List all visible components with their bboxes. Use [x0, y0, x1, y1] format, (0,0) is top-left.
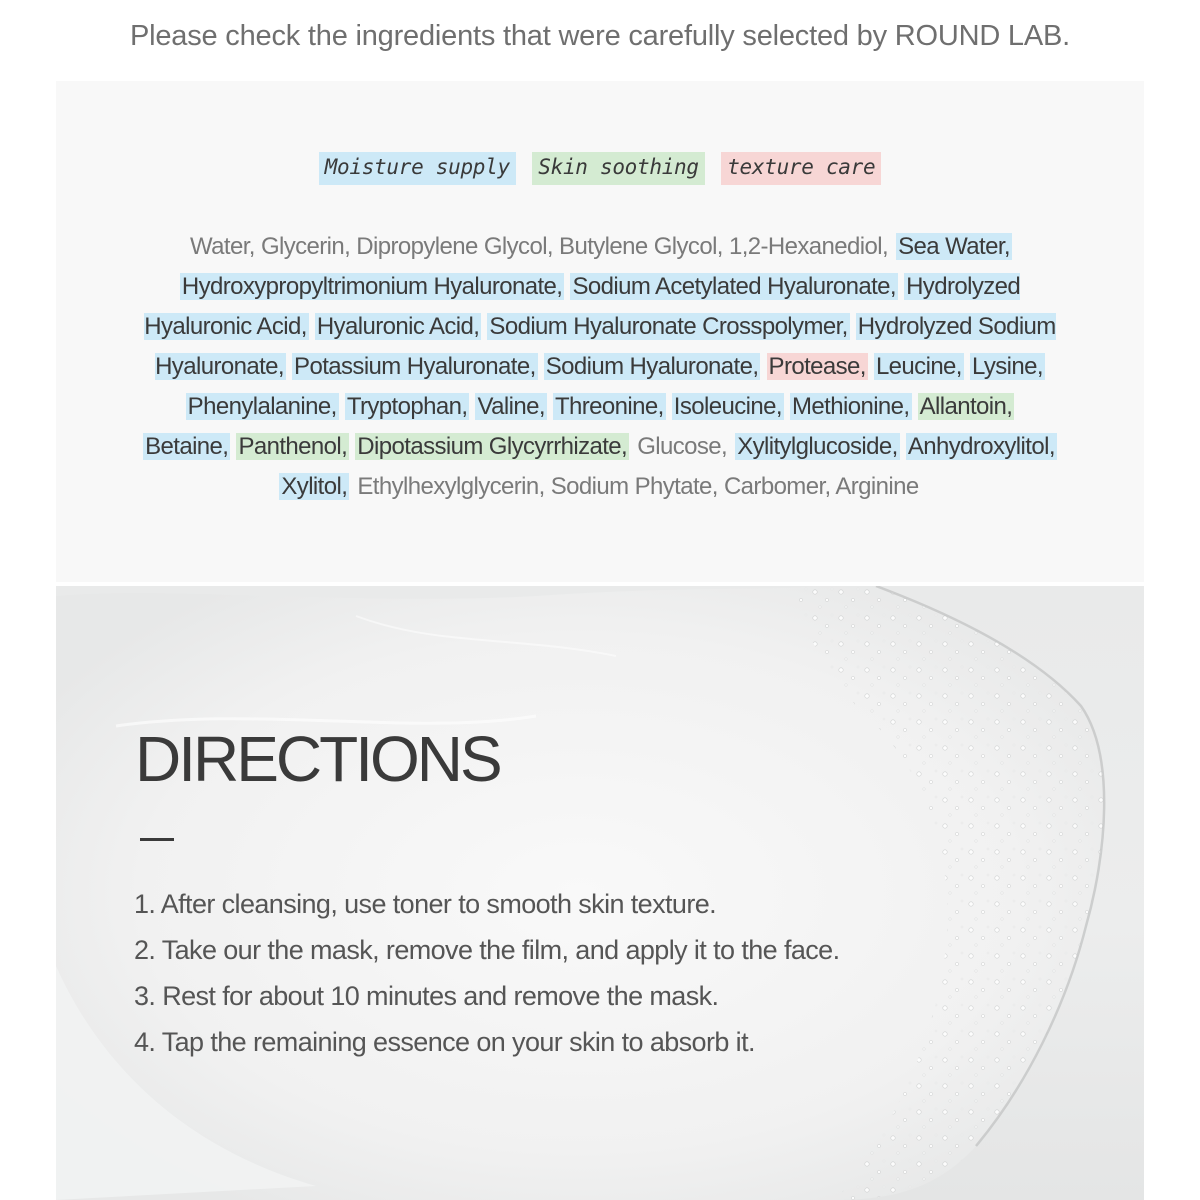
- directions-title: DIRECTIONS: [135, 723, 500, 795]
- ingredient-moisture: Hyaluronic Acid,: [316, 313, 480, 340]
- ingredient-moisture: Sodium Acetylated Hyaluronate,: [572, 273, 896, 300]
- ingredient-texture: Protease,: [768, 353, 866, 380]
- ingredient-soothing: Allantoin,: [919, 393, 1013, 420]
- ingredient-plain: Water, Glycerin, Dipropylene Glycol, Butylene Glycol, 1,2-Hexanediol,: [190, 233, 889, 260]
- legend-moisture-supply: Moisture supply: [319, 152, 516, 185]
- ingredient-moisture: Isoleucine,: [673, 393, 782, 420]
- direction-step: 2. Take our the mask, remove the film, and apply it to the face.: [134, 935, 840, 965]
- directions-steps: [134, 884, 840, 1068]
- ingredient-moisture: Anhydroxylitol,: [907, 433, 1055, 460]
- ingredient-moisture: Lysine,: [971, 353, 1043, 380]
- ingredient-moisture: Valine,: [477, 393, 545, 420]
- ingredient-moisture: Leucine,: [875, 353, 962, 380]
- ingredient-moisture: Sodium Hyaluronate Crosspolymer,: [489, 313, 848, 340]
- ingredient-moisture: Xylitylglucoside,: [737, 433, 898, 460]
- legend-texture-care: texture care: [721, 152, 881, 185]
- intro-text: Please check the ingredients that were carefully selected by ROUND LAB.: [129, 20, 1071, 52]
- ingredient-moisture: Sea Water,: [898, 233, 1010, 260]
- title-divider: [140, 838, 174, 841]
- ingredient-moisture: Phenylalanine,: [187, 393, 337, 420]
- direction-step: 4. Tap the remaining essence on your skin to absorb it.: [134, 1027, 755, 1057]
- direction-step: 1. After cleansing, use toner to smooth skin texture.: [134, 889, 717, 919]
- ingredient-moisture: Tryptophan,: [346, 393, 468, 420]
- ingredient-moisture: Potassium Hyaluronate,: [294, 353, 536, 380]
- ingredient-moisture: Sodium Hyaluronate,: [545, 353, 759, 380]
- ingredient-moisture: Betaine,: [145, 433, 229, 460]
- ingredient-list: [140, 227, 1060, 507]
- ingredient-moisture: Xylitol,: [281, 473, 348, 500]
- direction-step: 3. Rest for about 10 minutes and remove the mask.: [134, 981, 719, 1011]
- ingredient-soothing: Dipotassium Glycyrrhizate,: [357, 433, 628, 460]
- ingredient-moisture: Methionine,: [792, 393, 910, 420]
- ingredient-plain: Glucose,: [637, 433, 728, 460]
- ingredient-legend: [0, 152, 1200, 185]
- ingredient-moisture: Hydrolyzed Sodium Hyaluronate,: [155, 313, 1056, 380]
- ingredient-soothing: Panthenol,: [238, 433, 348, 460]
- ingredient-plain: Ethylhexylglycerin, Sodium Phytate, Carbomer, Arginine: [357, 473, 919, 500]
- ingredient-moisture: Threonine,: [554, 393, 664, 420]
- ingredient-moisture: Hydroxypropyltrimonium Hyaluronate,: [181, 273, 563, 300]
- ingredient-moisture: Hydrolyzed Hyaluronic Acid,: [144, 273, 1021, 340]
- legend-skin-soothing: Skin soothing: [532, 152, 704, 185]
